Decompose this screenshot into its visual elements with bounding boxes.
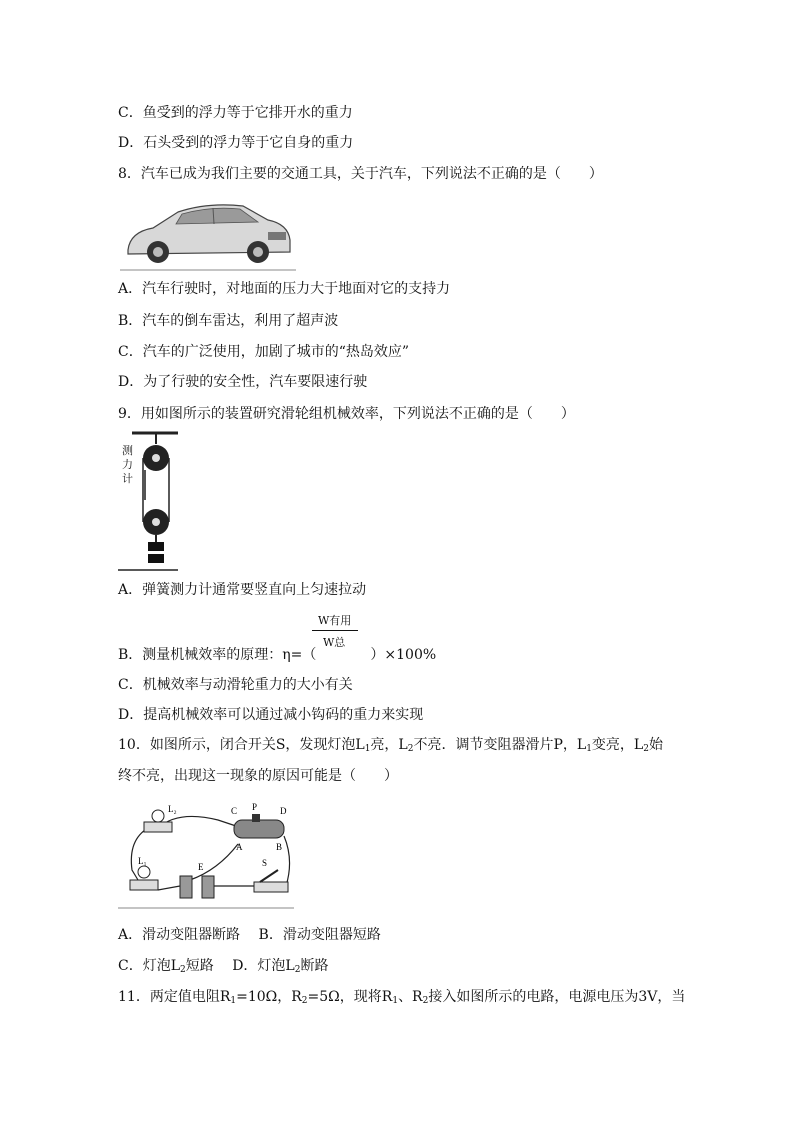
q11-sub-1: 1 (230, 996, 237, 1006)
question-11 (118, 987, 685, 1011)
pulley-label-3: 计 (122, 473, 133, 485)
pulley-label-2: 力 (122, 459, 133, 471)
q11-text-3: =5Ω，现将R (307, 989, 393, 1005)
question-8: 8．汽车已成为我们主要的交通工具，关于汽车，下列说法不正确的是（ ） (118, 166, 603, 182)
q8-option-a: A．汽车行驶时，对地面的压力大于地面对它的支持力 (118, 281, 451, 297)
label-A: A (236, 842, 243, 852)
q10c-sub: 2 (180, 965, 186, 975)
q9b-suffix: ）×100% (370, 647, 437, 663)
q9-option-b (118, 645, 436, 665)
label-E: E (198, 862, 204, 872)
car-image (118, 190, 298, 272)
fraction-denominator: W总 (323, 636, 346, 649)
q10-text-2: 亮，L (370, 737, 408, 753)
question-10 (118, 735, 663, 759)
q11-text-5: 接入如图所示的电路，电源电压为3V，当 (428, 989, 686, 1005)
q11-text-1: 11．两定值电阻R (118, 989, 231, 1005)
q10-sub-3: 1 (586, 744, 592, 754)
label-B: B (276, 842, 283, 852)
q10-options-ab: A．滑动变阻器断路 B．滑动变阻器短路 (118, 927, 381, 943)
q10-sub-4: 2 (643, 744, 649, 754)
q11-sub-3: 1 (392, 996, 399, 1006)
question-10-line2: 终不亮，出现这一现象的原因可能是（ ） (118, 768, 398, 784)
option-c-fish: C．鱼受到的浮力等于它排开水的重力 (118, 105, 353, 121)
pulley-figure (118, 430, 180, 576)
label-P: P (252, 802, 258, 812)
label-L1: L₁ (138, 856, 147, 866)
pulley-label-1: 测 (122, 445, 133, 457)
q11-text-4: 、R (398, 989, 423, 1005)
q10c-text: C．灯泡L (118, 958, 181, 974)
q10-options-cd (118, 956, 328, 980)
q10d-text: 短路 D．灯泡L (185, 958, 295, 974)
q10d-suffix: 断路 (300, 958, 329, 974)
q11-sub-2: 2 (301, 996, 308, 1006)
label-L2: L₂ (168, 804, 177, 814)
q11-text-2: =10Ω，R (236, 989, 302, 1005)
q9-option-a: A．弹簧测力计通常要竖直向上匀速拉动 (118, 582, 367, 598)
q10-sub-2: 2 (407, 744, 414, 754)
fraction-numerator: W有用 (318, 614, 352, 627)
q9-option-d: D．提高机械效率可以通过减小钩码的重力来实现 (118, 707, 424, 723)
q10-sub-1: 1 (364, 744, 371, 754)
q9-option-c: C．机械效率与动滑轮重力的大小有关 (118, 677, 353, 693)
fraction-bar (312, 630, 358, 631)
q8-option-b: B．汽车的倒车雷达，利用了超声波 (118, 313, 339, 329)
q10-text-1: 10．如图所示，闭合开关S，发现灯泡L (118, 737, 365, 753)
label-D: D (280, 806, 287, 816)
q10-text-4: 变亮，L (591, 737, 644, 753)
label-C: C (231, 806, 238, 816)
q9b-prefix: B．测量机械效率的原理：η=（ (118, 647, 317, 663)
question-9: 9．用如图所示的装置研究滑轮组机械效率，下列说法不正确的是（ ） (118, 406, 575, 422)
q8-option-c: C．汽车的广泛使用，加剧了城市的“热岛效应” (118, 344, 410, 360)
q10-text-3: 不亮．调节变阻器滑片P，L (413, 737, 587, 753)
q10-text-5: 始 (648, 737, 663, 753)
circuit-figure (118, 800, 294, 912)
q10d-sub: 2 (294, 965, 301, 975)
q11-sub-4: 2 (422, 996, 429, 1006)
option-d-stone: D．石头受到的浮力等于它自身的重力 (118, 135, 354, 151)
q8-option-d: D．为了行驶的安全性，汽车要限速行驶 (118, 374, 368, 390)
label-S: S (262, 858, 268, 868)
